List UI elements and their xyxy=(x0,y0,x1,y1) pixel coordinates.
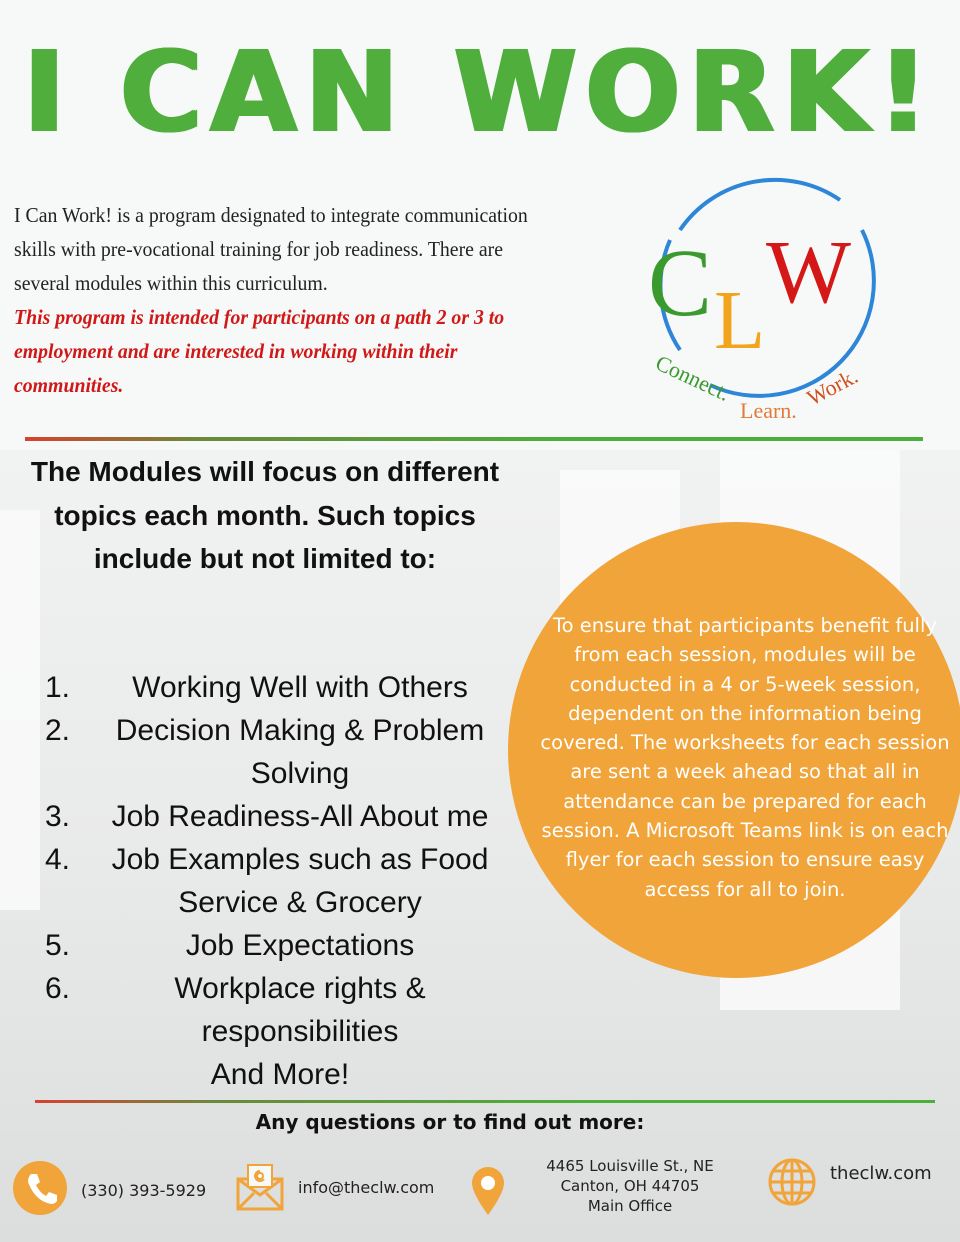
address-line: Main Office xyxy=(587,1197,673,1215)
address-line: 4465 Louisville St., NE xyxy=(546,1157,714,1175)
intro-highlight: This program is intended for participants on a path 2 or 3 to employment and are interested in working within their communities. xyxy=(14,305,505,397)
modules-heading: The Modules will focus on different topics each month. Such topics include but not limited to: xyxy=(30,456,500,574)
page-title: I CAN WORK! xyxy=(23,28,937,158)
list-item xyxy=(45,666,515,709)
list-item xyxy=(45,709,515,795)
divider-top xyxy=(25,437,923,441)
item-text: Job Examples such as Food Service & Grocery xyxy=(111,843,489,919)
divider-bottom xyxy=(35,1100,935,1103)
item-number: 1. xyxy=(45,671,71,704)
item-number: 6. xyxy=(45,972,71,1005)
item-number: 2. xyxy=(45,714,71,747)
email-link[interactable]: info@theclw.com xyxy=(298,1178,435,1197)
intro-description: I Can Work! is a program designated to integrate communication skills with pre-vocational training for job readiness. There are several modules within this curriculum. xyxy=(14,203,528,295)
item-number: 3. xyxy=(45,800,71,833)
item-number: 5. xyxy=(45,929,71,962)
email-icon xyxy=(236,1163,284,1211)
address xyxy=(530,1156,730,1216)
contact-heading: Any questions or to find out more: xyxy=(255,1110,645,1134)
intro-text xyxy=(14,198,557,402)
address-line: Canton, OH 44705 xyxy=(560,1177,700,1195)
info-circle-text: To ensure that participants benefit fully from each session, modules will be conducted in a 4 or 5-week session, dependent on the information being covered. The worksheets for each session are sent a week ahead so that all in attendance can be prepared for each session. A Microsoft Teams link is on each flyer for each session to ensure easy access for all to join. xyxy=(540,614,950,901)
item-number: 4. xyxy=(45,843,71,876)
modules-list xyxy=(45,666,515,1096)
website-link[interactable]: theclw.com xyxy=(830,1163,932,1184)
item-text: Working Well with Others xyxy=(132,671,468,704)
phone-icon xyxy=(13,1160,67,1216)
svg-text:W: W xyxy=(766,223,851,322)
list-item xyxy=(45,967,515,1053)
list-item xyxy=(45,838,515,924)
list-more xyxy=(45,1053,515,1096)
phone-number[interactable]: (330) 393-5929 xyxy=(81,1181,207,1200)
item-text: Decision Making & Problem Solving xyxy=(115,714,485,790)
location-pin-icon xyxy=(472,1167,504,1215)
clw-logo xyxy=(640,170,890,430)
svg-text:Connect.: Connect. xyxy=(651,349,734,406)
svg-text:C: C xyxy=(648,229,713,336)
globe-icon xyxy=(767,1157,817,1207)
item-text: Job Expectations xyxy=(185,929,415,962)
list-item xyxy=(45,924,515,967)
more-text: And More! xyxy=(210,1058,350,1091)
svg-text:Work.: Work. xyxy=(802,363,862,411)
item-text: Workplace rights & responsibilities xyxy=(174,972,426,1048)
svg-text:L: L xyxy=(714,274,766,367)
item-text: Job Readiness-All About me xyxy=(111,800,489,833)
svg-text:Learn.: Learn. xyxy=(740,398,797,423)
list-item xyxy=(45,795,515,838)
